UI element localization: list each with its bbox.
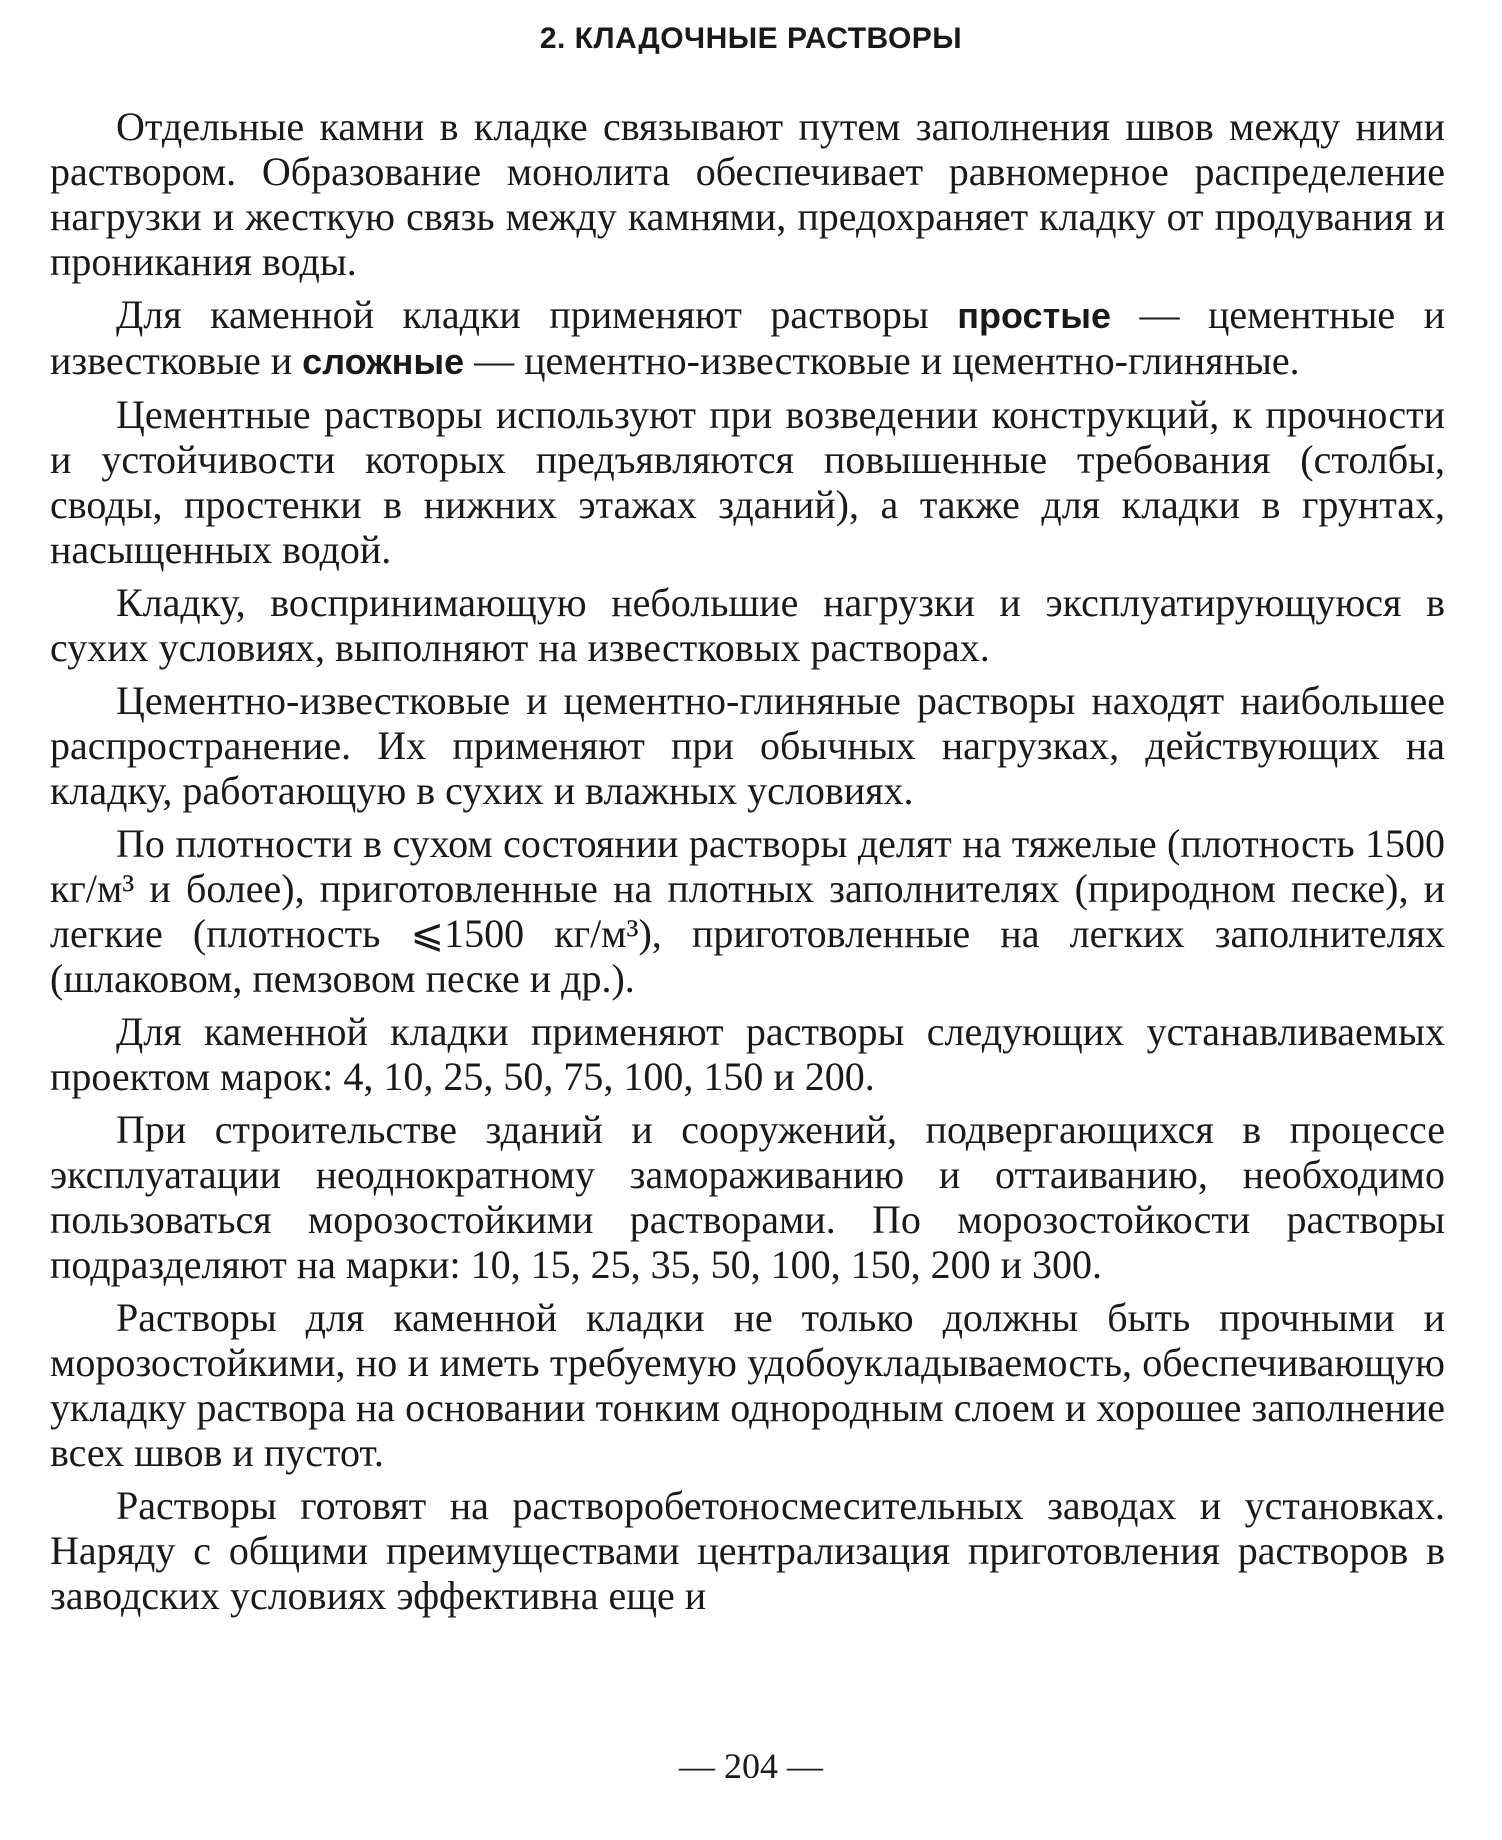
paragraph-2-tail: — цементно-известковые и цементно-глиняные.	[464, 338, 1300, 383]
paragraph-4: Кладку, воспринимающую небольшие нагрузки и эксплуатирующуюся в сухих условиях, выполняют на известковых растворах.	[50, 580, 1445, 670]
paragraph-2-lead: Для каменной кладки применяют растворы	[116, 292, 958, 337]
paragraph-9: Растворы для каменной кладки не только должны быть прочными и морозостойкими, но и иметь требуемую удобоукладываемость, обеспечивающую укладку раствора на основании тонким однородным слоем и хорошее заполнение всех швов и пустот.	[50, 1295, 1445, 1475]
paragraph-6: По плотности в сухом состоянии растворы делят на тяжелые (плотность 1500 кг/м³ и более), приготовленные на плотных заполнителях (природном песке), и легкие (плотность ⩽1500 кг/м³), приготовленные на легких заполнителях (шлаковом, пемзовом песке и др.).	[50, 821, 1445, 1001]
paragraph-5: Цементно-известковые и цементно-глиняные растворы находят наибольшее распространение. Их применяют при обычных нагрузках, действующих на кладку, работающую в сухих и влажных условиях.	[50, 678, 1445, 813]
page-number: — 204 —	[679, 1746, 823, 1786]
paragraph-2-middle: — цементные и известковые и	[50, 292, 1445, 383]
paragraph-7: Для каменной кладки применяют растворы следующих устанавливаемых проектом марок: 4, 10, 25, 50, 75, 100, 150 и 200.	[50, 1009, 1445, 1099]
paragraph-1: Отдельные камни в кладке связывают путем заполнения швов между ними раствором. Образование монолита обеспечивает равномерное распределение нагрузки и жесткую связь между камнями, предохраняет кладку от продувания и проникания воды.	[50, 104, 1445, 284]
paragraph-2	[50, 292, 1445, 384]
section-heading: 2. КЛАДОЧНЫЕ РАСТВОРЫ	[539, 22, 963, 55]
paragraph-10: Растворы готовят на растворобетоносмесительных заводах и установках. Наряду с общими преимуществами централизация приготовления растворов в заводских условиях эффективна еще и	[50, 1483, 1445, 1618]
paragraph-3: Цементные растворы используют при возведении конструкций, к прочности и устойчивости которых предъявляются повышенные требования (столбы, своды, простенки в нижних этажах зданий), а также для кладки в грунтах, насыщенных водой.	[50, 392, 1445, 572]
term-complex: сложные	[302, 341, 465, 382]
paragraph-8: При строительстве зданий и сооружений, подвергающихся в процессе эксплуатации неоднократному замораживанию и оттаиванию, необходимо пользоваться морозостойкими растворами. По морозостойкости растворы подразделяют на марки: 10, 15, 25, 35, 50, 100, 150, 200 и 300.	[50, 1107, 1445, 1287]
body-text	[50, 104, 1445, 1626]
term-simple: простые	[957, 295, 1111, 336]
